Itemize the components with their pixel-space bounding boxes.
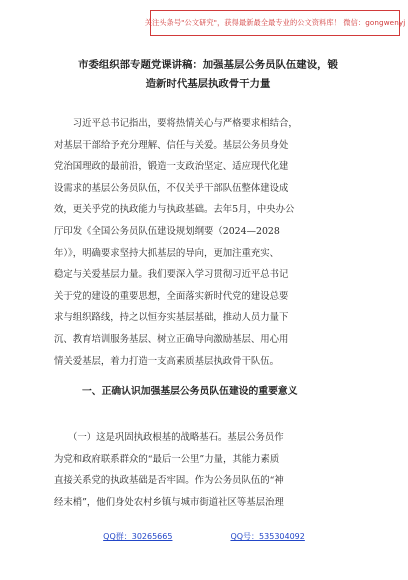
- promo-text: 关注头条号"公文研究"，获得最新最全最专业的公文资料库！ 微信：gongwenyj: [144, 18, 406, 27]
- paragraph-line: 对基层干部给予充分理解、信任与关爱。基层公务员身处: [54, 139, 289, 151]
- paragraph-line: 关于党的建设的重要思想，全面落实新时代党的建设总要: [54, 290, 289, 302]
- paragraph-line: 厅印发《全国公务员队伍建设规划纲要（2024—2028: [54, 225, 280, 237]
- qq-group-link[interactable]: QQ群：30265665: [103, 532, 173, 541]
- paragraph-line: 求与组织路线，持之以恒夯实基层基础，推动人员力量下: [54, 312, 289, 324]
- section-heading: 一、正确认识加强基层公务员队伍建设的重要意义: [82, 386, 298, 397]
- paragraph-line: （一）这是巩固执政根基的战略基石。基层公务员作: [54, 432, 284, 443]
- qq-number-link[interactable]: QQ号：535304092: [230, 532, 305, 541]
- paragraph-line: 沉、教育培训服务基层、树立正确导向激励基层、用心用: [54, 333, 289, 345]
- paragraph-line: 党治国理政的最前沿，锻造一支政治坚定、适应现代化建: [54, 161, 289, 173]
- paragraph-line: 情关爱基层，着力打造一支高素质基层执政骨干队伍。: [54, 355, 280, 367]
- paragraph-line: 习近平总书记指出，要将热情关心与严格要求相结合，: [54, 118, 298, 129]
- paragraph-line: 设需求的基层公务员队伍，不仅关乎干部队伍整体建设成: [54, 182, 289, 194]
- paragraph-2: [54, 427, 356, 513]
- paragraph-line: 效，更关乎党的执政能力与执政基础。去年5月，中央办公: [54, 204, 295, 216]
- paragraph-line: 稳定与关爱基层力量。我们要深入学习贯彻习近平总书记: [54, 269, 289, 281]
- paragraph-line: 为党和政府联系群众的“最后一公里”力量，其能力素质: [54, 453, 280, 465]
- paragraph-line: 经末梢”，他们身处农村乡镇与城市街道社区等基层治理: [54, 496, 284, 508]
- paragraph-line: 年）》，明确要求坚持大抓基层的导向，更加注重充实、: [54, 247, 279, 259]
- document-title: [58, 56, 358, 94]
- paragraph-line: 直接关系党的执政基础是否牢固。作为公务员队伍的“神: [54, 475, 284, 487]
- page-footer: [0, 531, 408, 542]
- title-line-2: 造新时代基层执政骨干力量: [145, 78, 271, 90]
- promo-banner: [144, 10, 406, 36]
- paragraph-1: [54, 113, 356, 372]
- title-line-1: 市委组织部专题党课讲稿：加强基层公务员队伍建设，锻: [78, 59, 338, 71]
